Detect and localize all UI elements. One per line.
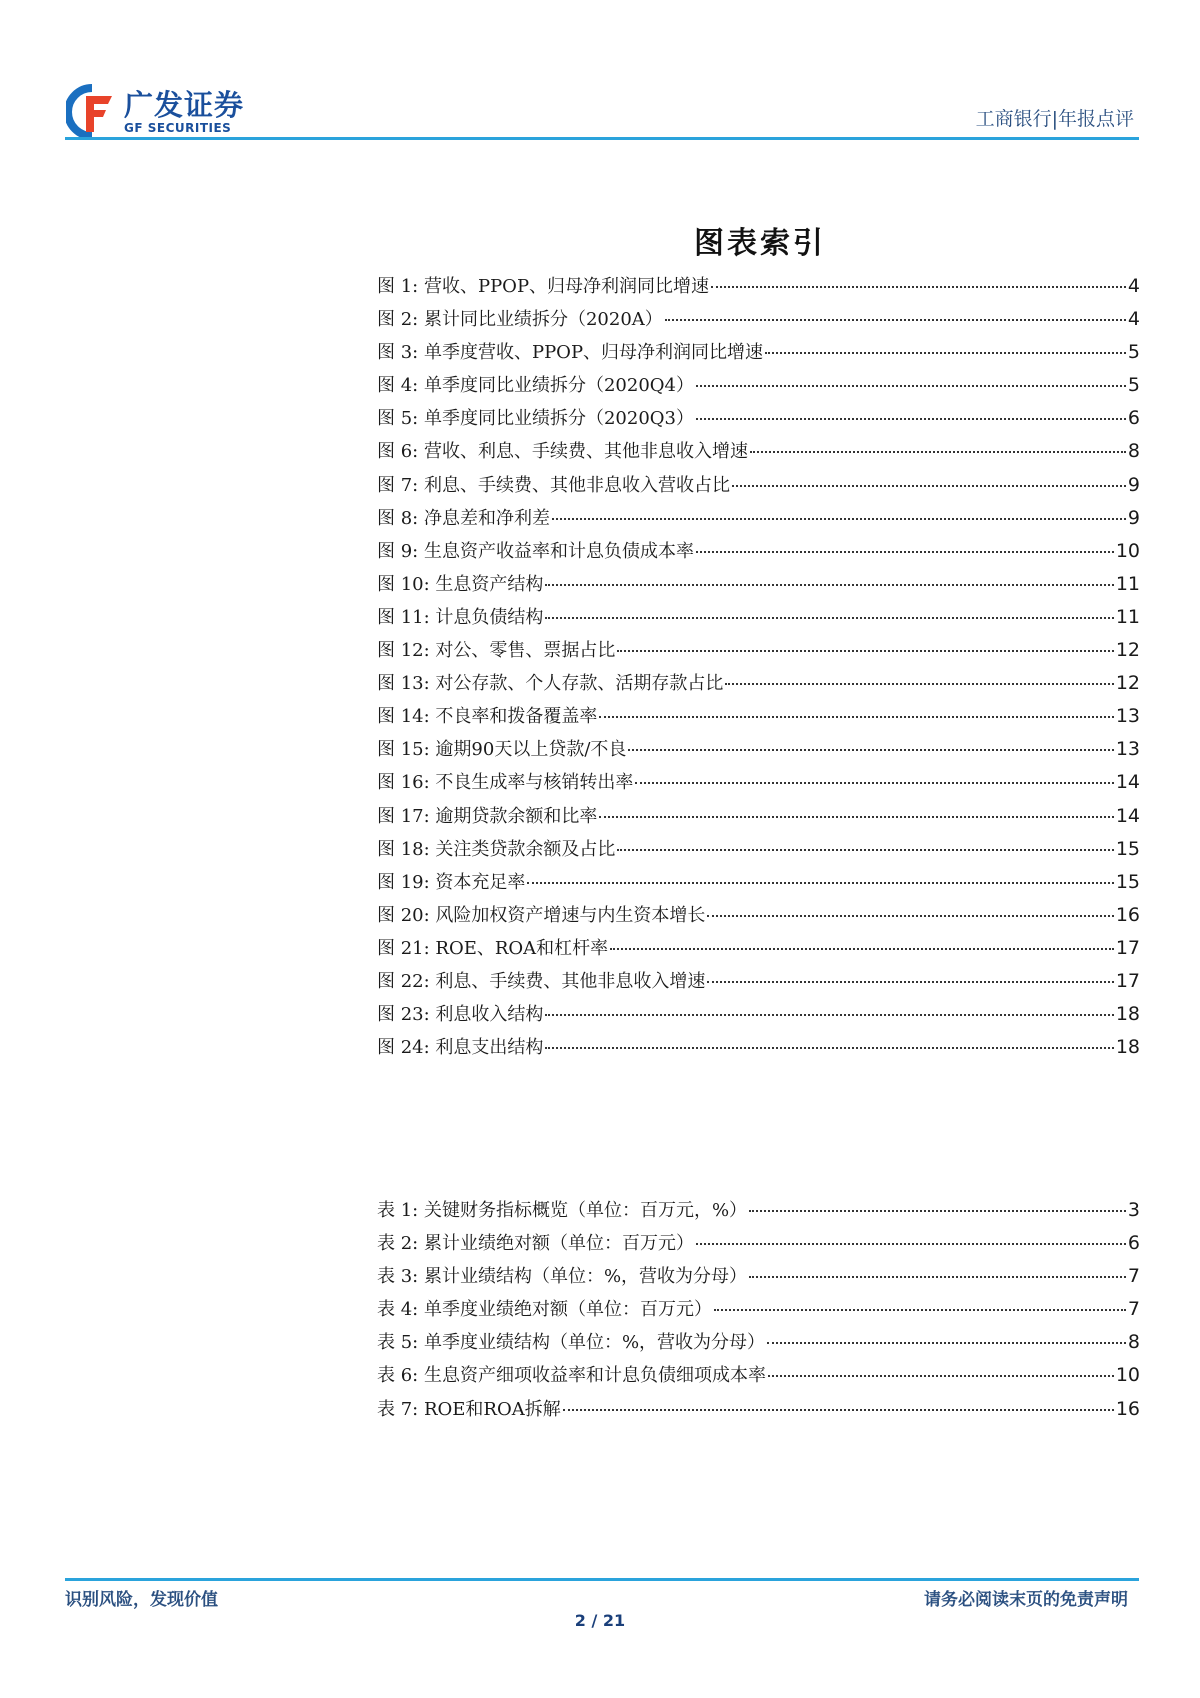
toc-entry-page: 18	[1115, 1036, 1140, 1059]
figure-toc-entry[interactable]	[377, 338, 1140, 371]
toc-entry-label: 表 2: 累计业绩绝对额（单位：百万元）	[377, 1233, 694, 1255]
toc-entry-label: 图 14: 不良率和拨备覆盖率	[377, 706, 598, 728]
dot-leader	[599, 716, 1113, 718]
figure-toc-entry[interactable]	[377, 934, 1140, 967]
table-toc-entry[interactable]	[377, 1361, 1140, 1394]
toc-entry-page: 14	[1115, 804, 1140, 827]
figure-toc-entry[interactable]	[377, 702, 1140, 735]
dot-leader	[545, 584, 1113, 586]
toc-entry-page: 6	[1127, 1232, 1140, 1255]
figure-toc-entry[interactable]	[377, 1000, 1140, 1033]
dot-leader	[696, 1243, 1126, 1245]
dot-leader	[768, 1375, 1114, 1377]
toc-entry-label: 表 6: 生息资产细项收益率和计息负债细项成本率	[377, 1365, 766, 1387]
toc-entry-page: 18	[1115, 1003, 1140, 1026]
table-index-list	[377, 1196, 1140, 1428]
dot-leader	[617, 849, 1113, 851]
dot-leader	[599, 816, 1113, 818]
table-toc-entry[interactable]	[377, 1395, 1140, 1428]
toc-entry-label: 图 23: 利息收入结构	[377, 1004, 544, 1026]
toc-entry-label: 图 3: 单季度营收、PPOP、归母净利润同比增速	[377, 342, 764, 364]
toc-entry-label: 图 6: 营收、利息、手续费、其他非息收入增速	[377, 441, 748, 463]
toc-entry-page: 7	[1127, 1298, 1140, 1321]
dot-leader	[665, 319, 1126, 321]
figure-toc-entry[interactable]	[377, 272, 1140, 305]
toc-entry-page: 3	[1127, 1199, 1140, 1221]
gf-logo-icon	[66, 84, 118, 140]
footer-divider	[65, 1578, 1139, 1581]
figure-toc-entry[interactable]	[377, 1033, 1140, 1066]
toc-entry-label: 图 11: 计息负债结构	[377, 606, 544, 628]
dot-leader	[749, 1276, 1126, 1278]
toc-entry-label: 图 8: 净息差和净利差	[377, 507, 550, 529]
toc-entry-page: 11	[1115, 572, 1140, 595]
dot-leader	[707, 981, 1113, 983]
toc-entry-label: 表 1: 关键财务指标概览（单位：百万元，%）	[377, 1200, 748, 1221]
dot-leader	[749, 1210, 1126, 1212]
toc-entry-label: 图 7: 利息、手续费、其他非息收入营收占比	[377, 474, 730, 496]
figure-toc-entry[interactable]	[377, 636, 1140, 669]
dot-leader	[617, 650, 1113, 652]
dot-leader	[750, 451, 1126, 453]
figure-toc-entry[interactable]	[377, 437, 1140, 470]
toc-entry-page: 5	[1127, 374, 1140, 397]
dot-leader	[732, 485, 1126, 487]
page-number: 2 / 21	[574, 1611, 626, 1630]
toc-entry-label: 图 9: 生息资产收益率和计息负债成本率	[377, 540, 694, 562]
toc-entry-page: 15	[1115, 870, 1140, 893]
toc-entry-page: 16	[1115, 1397, 1140, 1420]
toc-entry-label: 表 7: ROE和ROA拆解	[377, 1398, 561, 1420]
toc-entry-page: 14	[1115, 771, 1140, 794]
toc-entry-page: 6	[1127, 407, 1140, 430]
toc-entry-page: 10	[1115, 539, 1140, 562]
figure-toc-entry[interactable]	[377, 537, 1140, 570]
toc-entry-label: 图 24: 利息支出结构	[377, 1037, 544, 1059]
toc-entry-page: 16	[1115, 903, 1140, 926]
toc-entry-page: 17	[1115, 936, 1140, 959]
figure-index-list	[377, 272, 1140, 1066]
toc-entry-label: 图 1: 营收、PPOP、归母净利润同比增速	[377, 276, 710, 297]
toc-entry-label: 图 12: 对公、零售、票据占比	[377, 640, 616, 662]
dot-leader	[628, 749, 1113, 751]
figure-toc-entry[interactable]	[377, 603, 1140, 636]
figure-toc-entry[interactable]	[377, 835, 1140, 868]
toc-entry-label: 图 13: 对公存款、个人存款、活期存款占比	[377, 673, 724, 695]
dot-leader	[707, 915, 1113, 917]
figure-toc-entry[interactable]	[377, 669, 1140, 702]
figure-toc-entry[interactable]	[377, 768, 1140, 801]
toc-entry-label: 图 16: 不良生成率与核销转出率	[377, 772, 634, 794]
report-tag: 工商银行|年报点评	[975, 108, 1134, 130]
toc-entry-label: 图 18: 关注类贷款余额及占比	[377, 838, 616, 860]
toc-entry-page: 4	[1127, 308, 1140, 331]
toc-entry-label: 图 4: 单季度同比业绩拆分（2020Q4）	[377, 375, 694, 397]
table-toc-entry[interactable]	[377, 1328, 1140, 1361]
figure-toc-entry[interactable]	[377, 735, 1140, 768]
logo-chinese-name: 广发证券	[124, 88, 245, 122]
dot-leader	[696, 551, 1114, 553]
footer-disclaimer-link[interactable]: 请务必阅读末页的免责声明	[924, 1590, 1128, 1610]
dot-leader	[545, 617, 1113, 619]
toc-entry-label: 图 10: 生息资产结构	[377, 573, 544, 595]
table-toc-entry[interactable]	[377, 1196, 1140, 1229]
dot-leader	[714, 1309, 1126, 1311]
toc-entry-page: 5	[1127, 341, 1140, 364]
toc-entry-label: 图 19: 资本充足率	[377, 871, 526, 893]
toc-entry-label: 图 21: ROE、ROA和杠杆率	[377, 937, 609, 959]
toc-entry-label: 图 2: 累计同比业绩拆分（2020A）	[377, 309, 663, 331]
toc-entry-page: 12	[1115, 639, 1140, 662]
table-toc-entry[interactable]	[377, 1295, 1140, 1328]
toc-entry-page: 15	[1115, 837, 1140, 860]
toc-entry-page: 13	[1115, 705, 1140, 728]
figure-toc-entry[interactable]	[377, 802, 1140, 835]
gf-securities-logo	[66, 84, 244, 140]
dot-leader	[725, 683, 1113, 685]
dot-leader	[552, 518, 1126, 520]
toc-entry-page: 12	[1115, 672, 1140, 695]
toc-entry-label: 表 3: 累计业绩结构（单位：%，营收为分母）	[377, 1266, 748, 1288]
toc-entry-label: 表 4: 单季度业绩绝对额（单位：百万元）	[377, 1299, 712, 1321]
dot-leader	[696, 385, 1126, 387]
toc-entry-label: 图 17: 逾期贷款余额和比率	[377, 805, 598, 827]
figure-toc-entry[interactable]	[377, 471, 1140, 504]
toc-entry-page: 13	[1115, 738, 1140, 761]
dot-leader	[635, 782, 1113, 784]
logo-english-name: GF SECURITIES	[124, 121, 232, 135]
figure-toc-entry[interactable]	[377, 305, 1140, 338]
toc-entry-page: 7	[1127, 1265, 1140, 1288]
toc-entry-label: 图 15: 逾期90天以上贷款/不良	[377, 739, 627, 761]
toc-entry-page: 9	[1127, 506, 1140, 529]
footer-slogan: 识别风险，发现价值	[65, 1590, 218, 1610]
toc-entry-page: 8	[1127, 440, 1140, 463]
figure-toc-entry[interactable]	[377, 967, 1140, 1000]
figure-toc-entry[interactable]	[377, 570, 1140, 603]
header-divider	[65, 137, 1139, 140]
toc-entry-page: 9	[1127, 473, 1140, 496]
dot-leader	[765, 352, 1126, 354]
dot-leader	[563, 1409, 1114, 1411]
figure-toc-entry[interactable]	[377, 504, 1140, 537]
figure-toc-entry[interactable]	[377, 371, 1140, 404]
dot-leader	[711, 286, 1126, 288]
toc-entry-label: 图 20: 风险加权资产增速与内生资本增长	[377, 904, 706, 926]
dot-leader	[610, 948, 1114, 950]
dot-leader	[767, 1342, 1126, 1344]
page-title: 图表索引	[694, 226, 826, 261]
toc-entry-label: 图 22: 利息、手续费、其他非息收入增速	[377, 970, 706, 992]
figure-toc-entry[interactable]	[377, 868, 1140, 901]
toc-entry-page: 8	[1127, 1331, 1140, 1354]
table-toc-entry[interactable]	[377, 1262, 1140, 1295]
toc-entry-page: 17	[1115, 969, 1140, 992]
toc-entry-label: 表 5: 单季度业绩结构（单位：%，营收为分母）	[377, 1332, 766, 1354]
toc-entry-page: 4	[1127, 275, 1140, 297]
dot-leader	[545, 1014, 1113, 1016]
dot-leader	[527, 882, 1113, 884]
figure-toc-entry[interactable]	[377, 901, 1140, 934]
toc-entry-page: 10	[1115, 1364, 1140, 1387]
figure-toc-entry[interactable]	[377, 404, 1140, 437]
table-toc-entry[interactable]	[377, 1229, 1140, 1262]
dot-leader	[696, 418, 1126, 420]
toc-entry-page: 11	[1115, 605, 1140, 628]
toc-entry-label: 图 5: 单季度同比业绩拆分（2020Q3）	[377, 408, 694, 430]
dot-leader	[545, 1047, 1113, 1049]
